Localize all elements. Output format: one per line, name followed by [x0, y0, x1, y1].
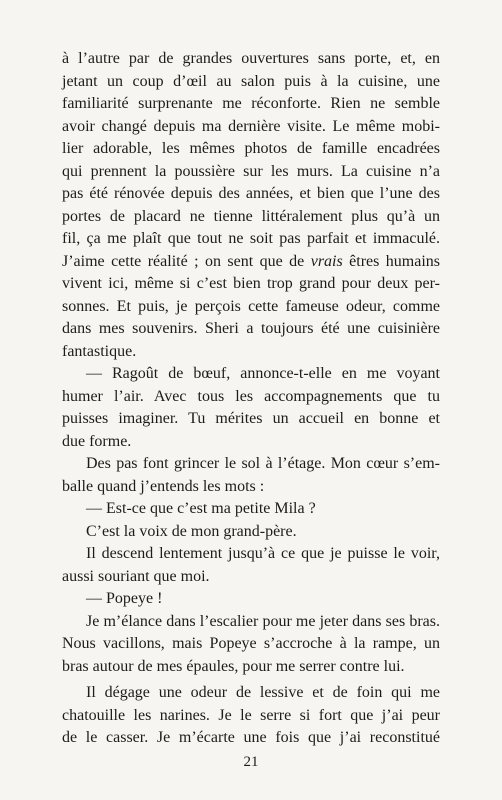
text-line: — Popeye ! — [86, 590, 163, 607]
text-line: Il dégage une odeur de lessive et de foin qui me — [86, 684, 440, 701]
text-line: — Est-ce que c’est ma petite Mila ? — [86, 500, 316, 517]
text-line: jetant un coup d’œil au salon puis à la cuisine, une — [62, 72, 440, 90]
text-line: due forme. — [62, 432, 132, 450]
text-line: Nous vacillons, mais Popeye s’accroche à la rampe, un — [62, 635, 440, 652]
text-line: familiarité surprenante me réconforte. Rien ne semble — [62, 95, 440, 112]
body-text — [62, 48, 440, 750]
text-line: portes de placard ne tienne littéralement plus qu’à un — [62, 207, 440, 225]
text-run: êtres humains — [349, 252, 441, 270]
text-line: lier adorable, les mêmes photos de famille encadrées — [62, 140, 440, 157]
text-line: Des pas font grincer le sol à l’étage. Mon cœur s’em- — [86, 455, 440, 472]
text-line: — Ragoût de bœuf, annonce-t-elle en me voyant — [86, 365, 440, 382]
text-line: à l’autre par de grandes ouvertures sans porte, et, en — [62, 50, 440, 67]
text-line: Il descend lentement jusqu’à ce que je puisse le voir, — [86, 545, 440, 562]
text-line: vivent ici, même si c’est bien trop grand pour deux per- — [62, 275, 440, 292]
text-line: bras autour de mes épaules, pour me serrer contre lui. — [62, 657, 405, 675]
text-line: dans mes souvenirs. Sheri a toujours été une cuisinière — [62, 320, 440, 337]
text-line: fil, ça me plaît que tout ne soit pas parfait et immaculé. — [62, 230, 440, 247]
text-line: fantastique. — [62, 342, 137, 360]
text-run: J’aime cette réalité ; on sent que de — [62, 252, 305, 270]
text-line: humer l’air. Avec tous les accompagnements que tu — [62, 387, 440, 405]
text-line: de le casser. Je m’écarte une fois que j’ai reconstitué — [62, 729, 440, 746]
text-line: pas été rénovée depuis des années, et bien que l’une des — [62, 185, 440, 202]
text-line-with-emphasis — [62, 251, 440, 274]
text-line: sonnes. Et puis, je perçois cette fameuse odeur, comme — [62, 297, 440, 315]
text-line: puisses imaginer. Tu mérites un accueil en bonne et — [62, 410, 440, 427]
text-line: balle quand j’entends les mots : — [62, 477, 265, 495]
text-line: qui prennent la poussière sur les murs. La cuisine n’a — [62, 162, 440, 180]
text-line: Je m’élance dans l’escalier pour me jeter dans ses bras. — [86, 612, 440, 630]
text-line: C’est la voix de mon grand-père. — [86, 522, 297, 540]
text-line: avoir changé depuis ma dernière visite. Le même mobi- — [62, 117, 440, 135]
emphasized-word: vrais — [310, 252, 343, 270]
text-line: chatouille les narines. Je le serre si fort que j’ai peur — [62, 706, 440, 724]
text-line: aussi souriant que moi. — [62, 567, 210, 585]
page-number: 21 — [243, 754, 259, 770]
